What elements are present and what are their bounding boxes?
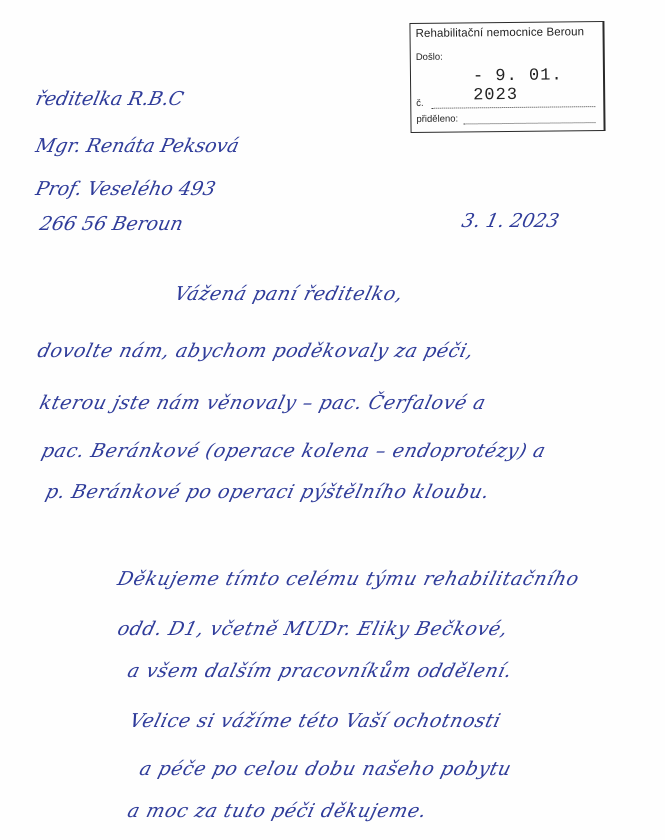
stamp-number-line [431, 106, 595, 109]
stamp-received-date: - 9. 01. 2023 [472, 66, 563, 106]
stamp-institution: Rehabilitační nemocnice Beroun [415, 26, 585, 40]
letter-line: pac. Beránkové (operace kolena – endoprotézy) a [39, 440, 549, 462]
letter-line: a moc za tuto péči děkujeme. [125, 800, 430, 822]
letter-line: odd. D1, včetně MUDr. Eliky Bečkové, [115, 618, 511, 640]
address-line: ředitelka R.B.C [33, 88, 186, 110]
letter-line: Děkujeme tímto celému týmu rehabilitačního [115, 568, 582, 590]
letter-date: 3. 1. 2023 [459, 210, 562, 232]
stamp-received-label: Došlo: [415, 51, 443, 63]
stamp-assigned-label: přiděleno: [416, 113, 459, 125]
letter-line: dovolte nám, abychom poděkovaly za péči, [35, 340, 477, 362]
letter-line: a všem dalším pracovníkům oddělení. [125, 660, 515, 682]
stamp-assigned-line [463, 122, 595, 124]
letter-line: a péče po celou dobu našeho pobytu [137, 758, 514, 780]
address-line: Mgr. Renáta Peksová [33, 135, 242, 157]
letter-line: p. Beránkové po operaci pýštělního kloubu. [43, 481, 493, 503]
address-line: 266 56 Beroun [37, 213, 186, 235]
letter-line: Velice si vážíme této Vaší ochotnosti [127, 710, 504, 732]
stamp-number-label: č. [416, 97, 424, 109]
address-line: Prof. Veselého 493 [33, 178, 218, 200]
receipt-stamp [409, 21, 605, 133]
letter-line: kterou jste nám věnovaly – pac. Čerfalové a [37, 392, 489, 414]
letter-salutation: Vážená paní ředitelko, [172, 283, 406, 305]
